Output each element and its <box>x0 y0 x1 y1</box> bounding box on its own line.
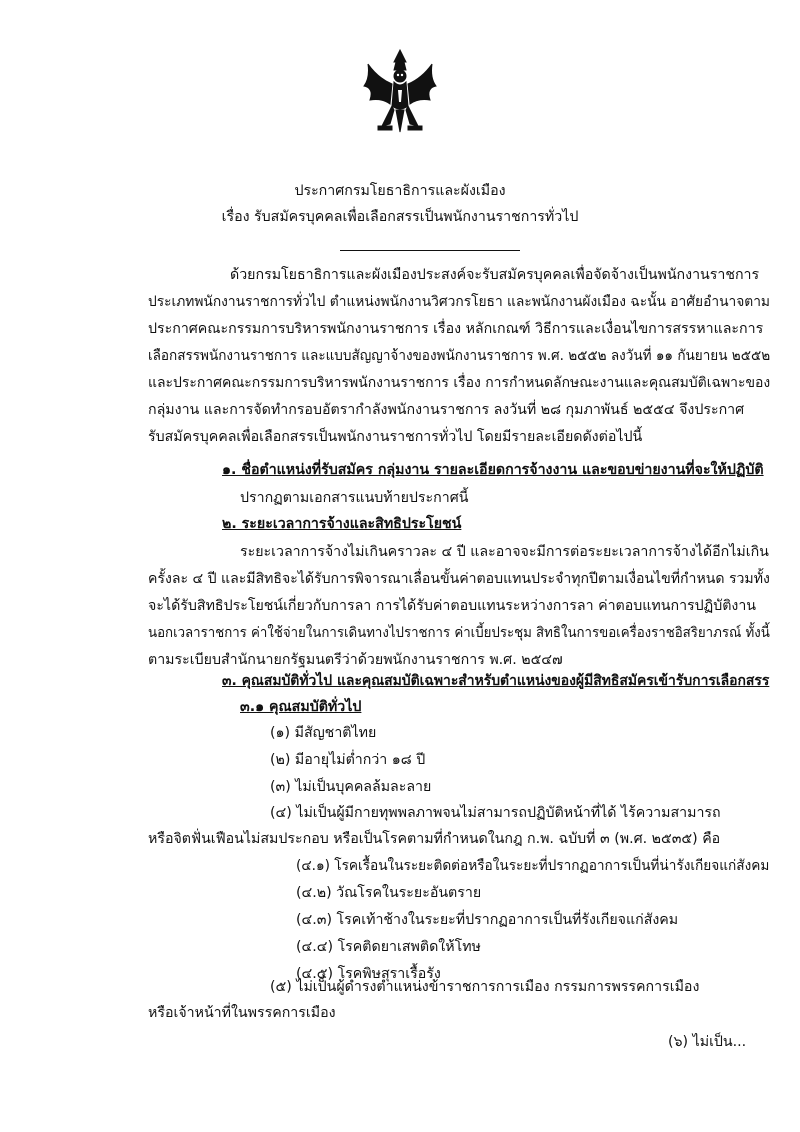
section-3-heading: ๓. คุณสมบัติทั่วไป และคุณสมบัติเฉพาะสำหรับตำแหน่งของผู้มีสิทธิสมัครเข้ารับการเลือกสรร <box>222 673 770 689</box>
section-2-heading: ๒. ระยะเวลาการจ้างและสิทธิประโยชน์ <box>222 516 462 532</box>
continued-marker: (๖) ไม่เป็น... <box>668 1034 747 1050</box>
intro-line: และประกาศคณะกรรมการบริหารพนักงานราชการ เรื่อง การกำหนดลักษณะงานและคุณสมบัติเฉพาะของ <box>148 375 771 391</box>
intro-line: กลุ่มงาน และการจัดทำกรอบอัตรากำลังพนักงานราชการ ลงวันที่ ๒๘ กุมภาพันธ์ ๒๕๕๔ จึงประกาศ <box>148 402 745 418</box>
section-2-line: ครั้งละ ๔ ปี และมีสิทธิจะได้รับการพิจารณาเลื่อนขั้นค่าตอบแทนประจำทุกปีตามเงื่อนไขที่กำหนด รวมทั้ง <box>148 571 770 587</box>
section-3-1-heading: ๓.๑ คุณสมบัติทั่วไป <box>240 699 362 715</box>
section-1-heading: ๑. ชื่อตำแหน่งที่รับสมัคร กลุ่มงาน รายละเอียดการจ้างงาน และขอบข่ายงานที่จะให้ปฏิบัติ <box>222 462 764 478</box>
qualification-item-4-line-1: (๔) ไม่เป็นผู้มีกายทุพพลภาพจนไม่สามารถปฏิบัติหน้าที่ได้ ไร้ความสามารถ <box>270 805 721 821</box>
intro-line: รับสมัครบุคคลเพื่อเลือกสรรเป็นพนักงานราชการทั่วไป โดยมีรายละเอียดดังต่อไปนี้ <box>148 429 643 445</box>
section-2-line: ตามระเบียบสำนักนายกรัฐมนตรีว่าด้วยพนักงานราชการ พ.ศ. ๒๕๔๗ <box>148 652 563 668</box>
document-title: ประกาศกรมโยธาธิการและผังเมือง <box>294 183 506 199</box>
section-2-line: จะได้รับสิทธิประโยชน์เกี่ยวกับการลา การได้รับค่าตอบแทนระหว่างการลา ค่าตอบแทนการปฏิบัติงาน <box>148 598 757 614</box>
qualification-item-5-line-1: (๕) ไม่เป็นผู้ดำรงตำแหน่งข้าราชการการเมือง กรรมการพรรคการเมือง <box>270 979 700 995</box>
section-2-line: นอกเวลาราชการ ค่าใช้จ่ายในการเดินทางไปราชการ ค่าเบี้ยประชุม สิทธิในการขอเครื่องราชอิสริยาภรณ์ ทั้งนี้ <box>148 625 770 641</box>
garuda-emblem-icon <box>360 48 440 138</box>
disease-item: (๔.๑) โรคเรื้อนในระยะติดต่อหรือในระยะที่ปรากฏอาการเป็นที่น่ารังเกียจแก่สังคม <box>296 858 770 874</box>
qualification-item-5-line-2: หรือเจ้าหน้าที่ในพรรคการเมือง <box>148 1005 336 1021</box>
intro-line: ประเภทพนักงานราชการทั่วไป ตำแหน่งพนักงานวิศวกรโยธา และพนักงานผังเมือง ฉะนั้น อาศัยอำนาจตาม <box>148 294 771 310</box>
qualification-item: (๑) มีสัญชาติไทย <box>270 725 377 741</box>
document-subject: เรื่อง รับสมัครบุคคลเพื่อเลือกสรรเป็นพนักงานราชการทั่วไป <box>221 209 579 225</box>
disease-item: (๔.๒) วัณโรคในระยะอันตราย <box>296 885 482 901</box>
section-1-text: ปรากฏตามเอกสารแนบท้ายประกาศนี้ <box>240 490 469 506</box>
header-divider <box>340 250 520 251</box>
intro-line: เลือกสรรพนักงานราชการ และแบบสัญญาจ้างของพนักงานราชการ พ.ศ. ๒๕๕๒ ลงวันที่ ๑๑ กันยายน ๒๕๕๒ <box>148 348 771 364</box>
section-2-line: ระยะเวลาการจ้างไม่เกินคราวละ ๔ ปี และอาจจะมีการต่อระยะเวลาการจ้างได้อีกไม่เกิน <box>240 544 769 560</box>
qualification-item-4-line-2: หรือจิตฟั่นเฟือนไม่สมประกอบ หรือเป็นโรคตามที่กำหนดในกฎ ก.พ. ฉบับที่ ๓ (พ.ศ. ๒๕๓๕) คือ <box>148 831 721 847</box>
intro-line: ประกาศคณะกรรมการบริหารพนักงานราชการ เรื่อง หลักเกณฑ์ วิธีการและเงื่อนไขการสรรหาและการ <box>148 321 764 337</box>
disease-item: (๔.๕) โรคพิษสุราเรื้อรัง <box>296 966 441 982</box>
qualification-item: (๓) ไม่เป็นบุคคลล้มละลาย <box>270 779 432 795</box>
qualification-item: (๒) มีอายุไม่ต่ำกว่า ๑๘ ปี <box>270 752 426 768</box>
disease-item: (๔.๓) โรคเท้าช้างในระยะที่ปรากฏอาการเป็นที่รังเกียจแก่สังคม <box>296 912 679 928</box>
intro-line: ด้วยกรมโยธาธิการและผังเมืองประสงค์จะรับสมัครบุคคลเพื่อจัดจ้างเป็นพนักงานราชการ <box>230 267 760 283</box>
disease-item: (๔.๔) โรคติดยาเสพติดให้โทษ <box>296 939 481 955</box>
